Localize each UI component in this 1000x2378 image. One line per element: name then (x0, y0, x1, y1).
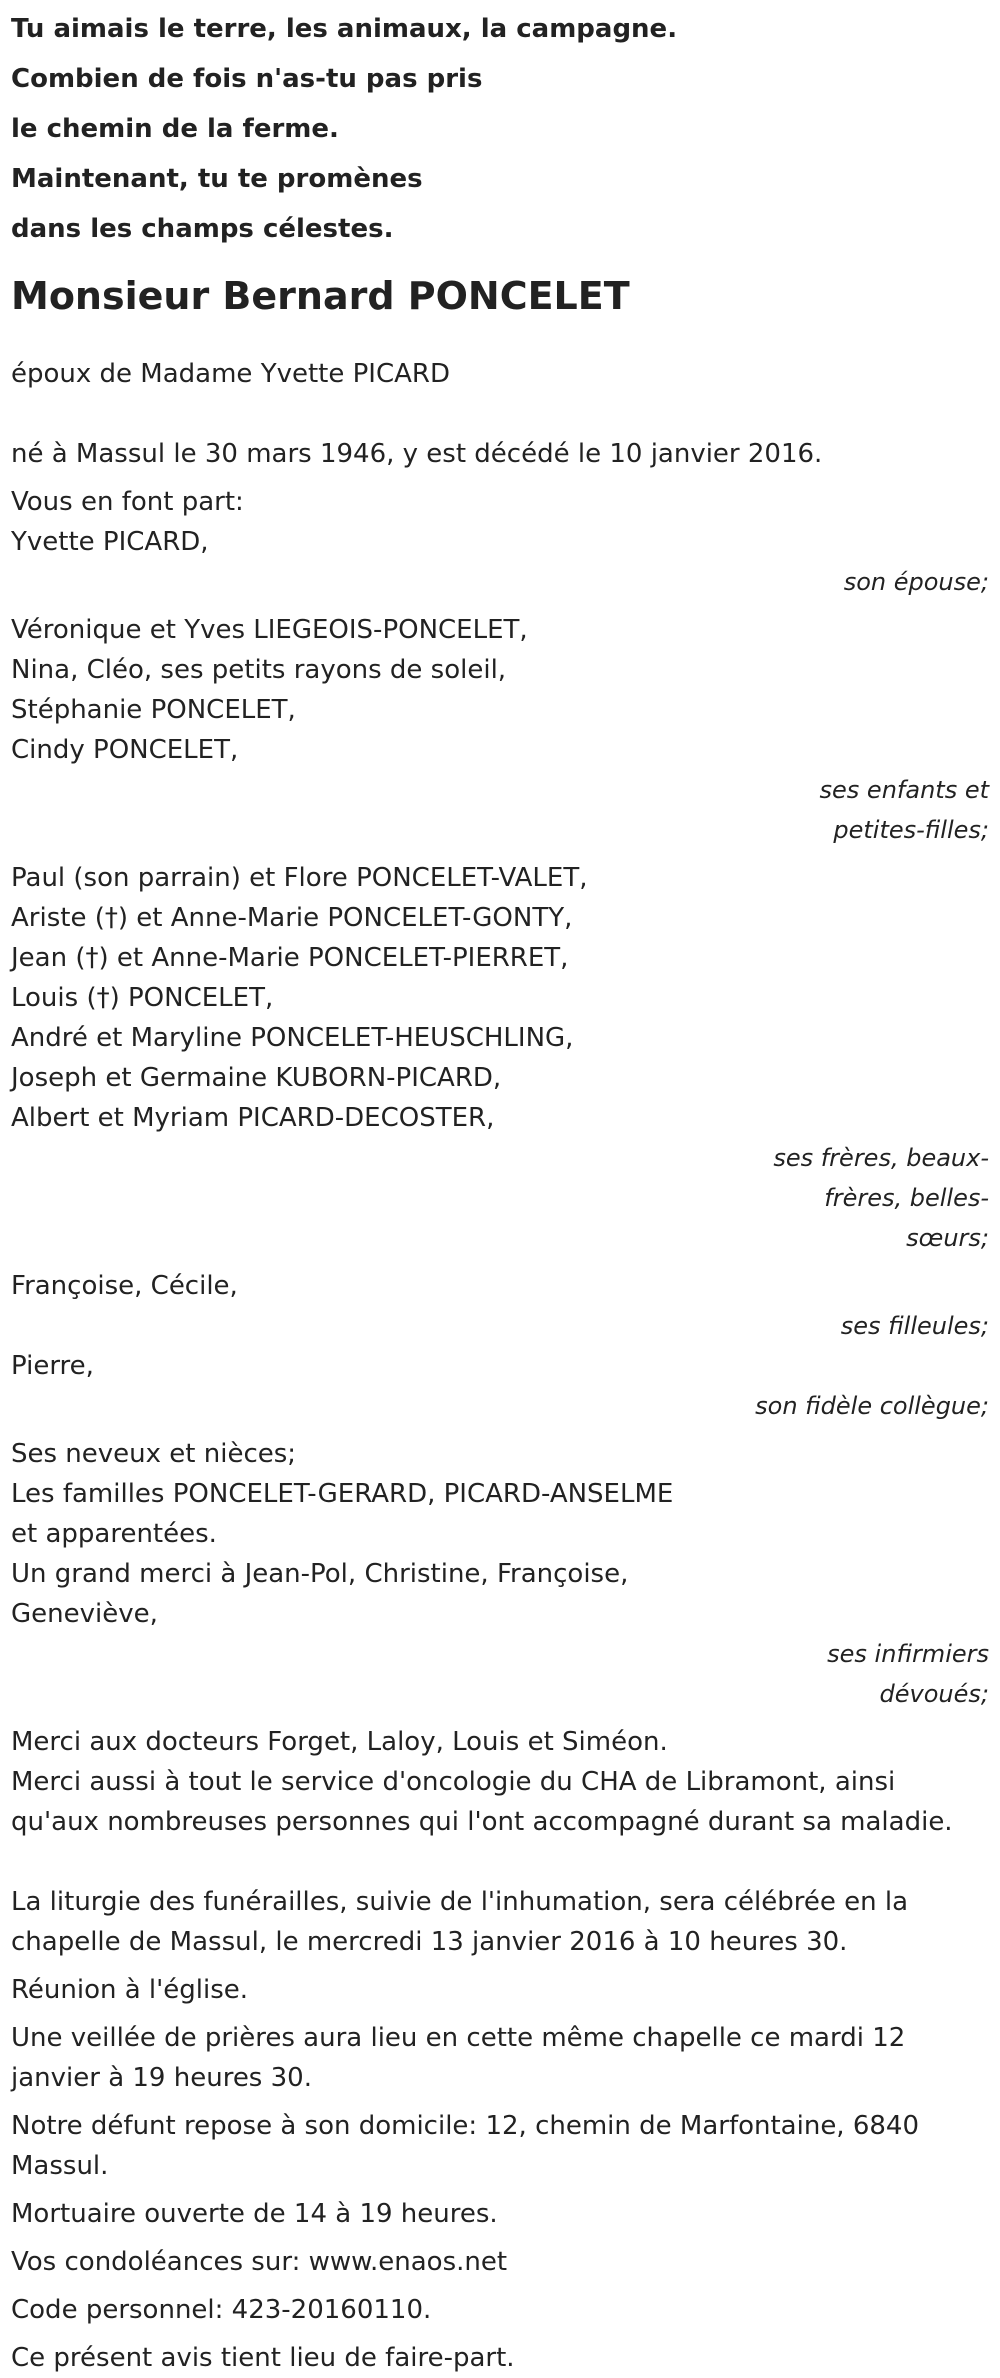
funeral-info: La liturgie des funérailles, suivie de l'inhumation, sera célébrée en la chapelle de Massul, le mercredi 13 janvier 2016 à 10 heures 30. (11, 1887, 909, 1957)
list-item: Louis (†) PONCELET, (11, 983, 274, 1013)
notice-info: Ce présent avis tient lieu de faire-part. (11, 2343, 515, 2373)
list-item: Ariste (†) et Anne-Marie PONCELET-GONTY, (11, 903, 573, 933)
children-list (11, 610, 989, 770)
list-item: Nina, Cléo, ses petits rayons de soleil, (11, 655, 507, 685)
thanks-doctors: Merci aux docteurs Forget, Laloy, Louis et Siméon. (11, 1727, 668, 1757)
poem-line: Maintenant, tu te promènes (11, 164, 423, 194)
list-item: André et Maryline PONCELET-HEUSCHLING, (11, 1023, 574, 1053)
colleague-relation: son fidèle collègue; (755, 1392, 989, 1420)
list-item: Jean (†) et Anne-Marie PONCELET-PIERRET, (11, 943, 569, 973)
others-list (11, 1434, 989, 1634)
meeting-info: Réunion à l'église. (11, 1975, 249, 2005)
list-item: Véronique et Yves LIEGEOIS-PONCELET, (11, 615, 528, 645)
wife-relation: son épouse; (843, 568, 989, 596)
family-intro: Vous en font part: (11, 487, 244, 517)
poem-line: dans les champs célestes. (11, 214, 394, 244)
nurses-relation: ses infirmiers dévoués; (827, 1640, 989, 1708)
rest-info: Notre défunt repose à son domicile: 12, chemin de Marfontaine, 6840 Massul. (11, 2111, 920, 2181)
list-item: Un grand merci à Jean-Pol, Christine, Françoise, (11, 1559, 629, 1589)
thanks-service: Merci aussi à tout le service d'oncologie du CHA de Libramont, ainsi qu'aux nombreuses personnes qui l'ont accompagné durant sa maladie. (11, 1767, 953, 1837)
birth-death-line: né à Massul le 30 mars 1946, y est décédé le 10 janvier 2016. (11, 439, 823, 469)
deceased-name: Monsieur Bernard PONCELET (11, 274, 630, 318)
wife-name: Yvette PICARD, (11, 527, 209, 557)
poem-line: Tu aimais le terre, les animaux, la campagne. (11, 14, 678, 44)
condolences-info: Vos condoléances sur: www.enaos.net (11, 2247, 508, 2277)
list-item: Albert et Myriam PICARD-DECOSTER, (11, 1103, 495, 1133)
siblings-relation: ses frères, beaux-frères, belles-sœurs; (773, 1144, 989, 1252)
list-item: Cindy PONCELET, (11, 735, 239, 765)
children-relation: ses enfants et petites-filles; (819, 776, 989, 844)
spouse-line: époux de Madame Yvette PICARD (11, 359, 450, 389)
mortuary-info: Mortuaire ouverte de 14 à 19 heures. (11, 2199, 498, 2229)
colleague-line: Pierre, (11, 1351, 94, 1381)
list-item: Joseph et Germaine KUBORN-PICARD, (11, 1063, 502, 1093)
obituary-page (0, 4, 989, 2378)
list-item: Ses neveux et nièces; (11, 1439, 297, 1469)
goddaughters-relation: ses filleules; (840, 1312, 989, 1340)
list-item: Stéphanie PONCELET, (11, 695, 296, 725)
list-item: Paul (son parrain) et Flore PONCELET-VALET, (11, 863, 588, 893)
poem (11, 4, 989, 254)
siblings-list (11, 858, 989, 1138)
code-info: Code personnel: 423-20160110. (11, 2295, 432, 2325)
vigil-info: Une veillée de prières aura lieu en cette même chapelle ce mardi 12 janvier à 19 heures 30. (11, 2023, 906, 2093)
poem-line: Combien de fois n'as-tu pas pris (11, 64, 483, 94)
list-item: et apparentées. (11, 1519, 217, 1549)
list-item: Les familles PONCELET-GERARD, PICARD-ANSELME (11, 1479, 674, 1509)
list-item: Geneviève, (11, 1599, 158, 1629)
poem-line: le chemin de la ferme. (11, 114, 339, 144)
goddaughters-line: Françoise, Cécile, (11, 1271, 238, 1301)
